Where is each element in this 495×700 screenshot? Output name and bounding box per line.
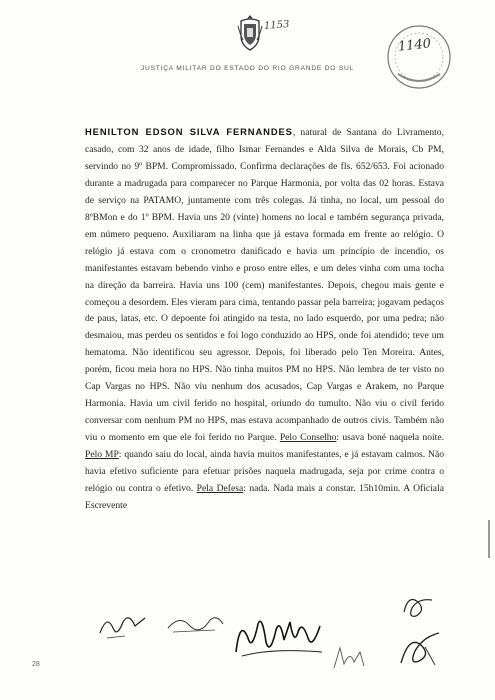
defesa-text: : nada. Nada mais a constar. 15h10min. A Oficiala Escrevente — [85, 483, 444, 511]
defense-council-text: : usava boné naquela noite. — [336, 432, 444, 444]
signature-left — [95, 608, 150, 643]
signature-clerk — [398, 590, 438, 620]
page-number: 28 — [32, 661, 40, 668]
signature-witness — [232, 612, 327, 660]
institution-header: JUSTIÇA MILITAR DO ESTADO DO RIO GRANDE DO SUL — [140, 65, 355, 72]
mp-label: Pelo MP — [85, 449, 119, 461]
binding-edge-mark — [488, 520, 490, 558]
testimony-text — [85, 124, 444, 515]
folio-stamp — [384, 22, 454, 92]
signature-right — [395, 625, 445, 670]
defesa-label: Pela Defesa — [196, 483, 244, 495]
mp-text: : quando saiu do local, ainda havia muitos manifestantes, e já estavam calmos. Não havia efetivo suficiente para efetuar prisões naquela madrugada, seja por crime contra o relógio ou contra o efetivo. — [85, 449, 444, 495]
handwritten-folio-number: 1153 — [263, 19, 290, 32]
defense-council-label: Pelo Conselho — [279, 432, 337, 444]
witness-name: HENILTON EDSON SILVA FERNANDES — [85, 126, 293, 137]
stamp-handwritten-number: 1140 — [397, 36, 432, 55]
signature-scribble — [165, 610, 225, 640]
testimony-paragraph: , natural de Santana do Livramento, casado, com 32 anos de idade, filho Ismar Fernandes e Alda Silva de Morais, Cb PM, servindo no 9º BPM. Compromissado. Confirma declarações de fls. 652/653. Foi acionado durante a madrugada para comparecer no Parque Harmonia, por volta das 02 horas. Estava de serviço na PATAMO, juntamente com três colegas. Já tinha, no local, um pessoal do 8ºBMon e do 1º BPM. Havia uns 20 (vinte) homens no local e também segurança privada, em número pequeno. Auxiliaram na linha que já estava formada em frente ao relógio. O relógio já estava com o cronometro danificado e havia um princípio de incendio, os manifestantes estavam bebendo vinho e proso entre elles, e um deles vinha com uma tocha na direção da barreira. Havia uns 100 (cem) manifestantes. Depois, chegou mais gente e começou a desordem. Eles vieram para cima, tentando passar pela barreira; jogavam pedaços de paus, latas, etc. O depoente foi atingido na testa, no lado esquerdo, por uma pedra; não desmaiou, mas perdeu os sentidos e foi logo conduzido ao HPS, onde foi atendido; teve um hematoma. Não identificou seu agressor. Depois, foi liberado pelo Ten Moreira. Antes, porém, ficou meia hora no HPS. Não tinha muitos PM no HPS. Não lembra de ter visto no Cap Vargas no HPS. Não viu nenhum dos acusados, Cap Vargas e Arakem, no Parque Harmonia. Havia um civil ferido no hospital, oriundo do tumulto. Não viu o civil ferido conversar com nenhum PM no HPS, mas estava acompanhado de outros civis. Também não viu o momento em que ele foi ferido no Parque. — [85, 127, 445, 444]
signature-initials — [330, 640, 370, 675]
coat-of-arms-icon — [236, 14, 264, 52]
